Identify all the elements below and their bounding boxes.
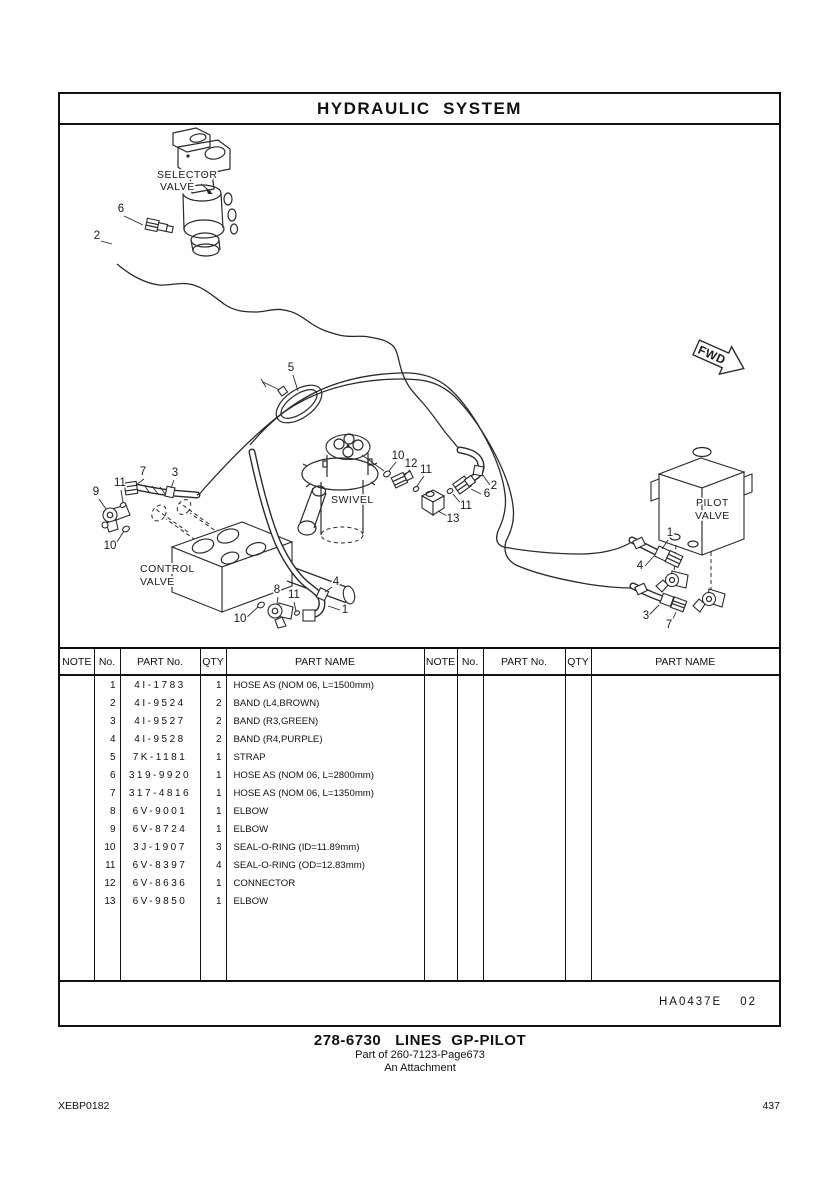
table-cell: SEAL-O-RING (ID=11.89mm) xyxy=(226,838,424,856)
o-ring-10c xyxy=(257,601,266,609)
table-cell: 1 xyxy=(200,748,226,766)
callout-number: 10 xyxy=(103,540,117,552)
table-cell: 2 xyxy=(94,694,120,712)
table-cell: 9 xyxy=(94,820,120,838)
drawing-code-bar xyxy=(60,980,779,1023)
hydraulic-diagram xyxy=(60,125,779,647)
table-cell xyxy=(424,820,457,838)
table-cell xyxy=(60,675,94,694)
table-cell xyxy=(565,694,591,712)
table-filler-cell xyxy=(565,910,591,981)
table-cell xyxy=(60,892,94,910)
component-label: VALVE xyxy=(140,576,175,588)
o-ring-11d xyxy=(294,610,301,616)
table-cell: 6V-9850 xyxy=(120,892,200,910)
table-cell xyxy=(424,766,457,784)
table-cell xyxy=(565,856,591,874)
table-cell xyxy=(565,892,591,910)
table-cell: 2 xyxy=(200,730,226,748)
callout-leader-line xyxy=(645,556,654,566)
table-cell: 3 xyxy=(94,712,120,730)
connector-12 xyxy=(391,469,414,487)
caption-block xyxy=(0,1032,840,1075)
table-cell xyxy=(483,820,565,838)
table-filler-cell xyxy=(591,910,779,981)
table-cell xyxy=(591,675,779,694)
header-note-2: NOTE xyxy=(424,648,457,675)
table-cell xyxy=(60,730,94,748)
table-cell xyxy=(591,730,779,748)
callout-leader-line xyxy=(277,597,278,604)
header-qty: QTY xyxy=(200,648,226,675)
header-part-name: PART NAME xyxy=(226,648,424,675)
table-cell: 2 xyxy=(200,694,226,712)
component-label: VALVE xyxy=(695,510,730,522)
table-cell xyxy=(457,675,483,694)
page-number: 437 xyxy=(762,1100,780,1112)
table-row xyxy=(60,766,779,784)
table-row xyxy=(60,874,779,892)
table-cell: ELBOW xyxy=(226,802,424,820)
drawing-revision: 02 xyxy=(740,995,757,1008)
component-label: SELECTOR xyxy=(157,169,218,181)
table-filler-cell xyxy=(483,910,565,981)
table-cell xyxy=(424,892,457,910)
hose-1-line xyxy=(250,373,630,554)
table-cell xyxy=(457,874,483,892)
table-cell: 12 xyxy=(94,874,120,892)
table-cell xyxy=(457,730,483,748)
callout-number: 1 xyxy=(666,527,674,539)
table-row xyxy=(60,856,779,874)
drawing-code: HA0437E xyxy=(658,995,723,1008)
o-ring-11b xyxy=(446,488,453,495)
table-row xyxy=(60,675,779,694)
table-cell xyxy=(565,874,591,892)
table-cell xyxy=(483,856,565,874)
parts-table xyxy=(60,647,779,982)
callout-leader-line xyxy=(471,489,481,494)
hose-6-line xyxy=(117,264,460,450)
table-cell: 1 xyxy=(200,820,226,838)
table-cell xyxy=(483,784,565,802)
table-cell: ELBOW xyxy=(226,820,424,838)
callout-number: 1 xyxy=(341,604,349,616)
fwd-label: FWD xyxy=(695,342,728,368)
table-cell: HOSE AS (NOM 06, L=1500mm) xyxy=(226,675,424,694)
table-cell xyxy=(424,694,457,712)
table-cell xyxy=(424,784,457,802)
callout-number: 13 xyxy=(446,513,460,525)
table-cell xyxy=(591,802,779,820)
pilot-elbow-2 xyxy=(693,589,725,612)
band-3-mark xyxy=(165,486,175,497)
table-cell xyxy=(591,820,779,838)
table-cell xyxy=(457,802,483,820)
table-cell xyxy=(424,856,457,874)
elbow-8 xyxy=(268,603,293,628)
o-ring-11 xyxy=(412,486,419,493)
swivel-drawing xyxy=(298,434,384,543)
table-cell xyxy=(60,712,94,730)
table-row xyxy=(60,820,779,838)
table-cell xyxy=(424,730,457,748)
table-cell xyxy=(483,802,565,820)
table-cell: ELBOW xyxy=(226,892,424,910)
document-code: XEBP0182 xyxy=(58,1100,110,1112)
table-row xyxy=(60,838,779,856)
callout-leader-line xyxy=(649,605,659,615)
table-cell xyxy=(483,874,565,892)
table-cell: CONNECTOR xyxy=(226,874,424,892)
table-cell xyxy=(591,766,779,784)
callout-number: 6 xyxy=(117,203,125,215)
table-cell: SEAL-O-RING (OD=12.83mm) xyxy=(226,856,424,874)
callout-leader-line xyxy=(328,606,340,610)
table-cell: 7 xyxy=(94,784,120,802)
callout-number: 7 xyxy=(665,619,673,631)
pilot-elbow-1 xyxy=(656,571,688,592)
table-cell xyxy=(591,712,779,730)
callout-number: 9 xyxy=(92,486,100,498)
table-cell xyxy=(457,892,483,910)
table-cell xyxy=(483,675,565,694)
callout-number: 3 xyxy=(171,467,179,479)
header-no-2: No. xyxy=(457,648,483,675)
table-cell: 4I-1783 xyxy=(120,675,200,694)
table-cell: 11 xyxy=(94,856,120,874)
table-cell: HOSE AS (NOM 06, L=1350mm) xyxy=(226,784,424,802)
table-cell xyxy=(424,748,457,766)
o-ring-10b xyxy=(122,525,131,533)
callout-number: 11 xyxy=(460,500,472,512)
table-cell xyxy=(565,748,591,766)
table-cell: 2 xyxy=(200,712,226,730)
callout-number: 4 xyxy=(636,560,644,572)
table-row xyxy=(60,802,779,820)
table-cell: 6 xyxy=(94,766,120,784)
swivel-fittings xyxy=(383,469,454,515)
table-filler-cell xyxy=(424,910,457,981)
table-cell: 6V-8397 xyxy=(120,856,200,874)
table-cell xyxy=(457,784,483,802)
table-cell: 3J-1907 xyxy=(120,838,200,856)
callout-number: 4 xyxy=(332,576,340,588)
table-cell: 1 xyxy=(200,892,226,910)
table-row xyxy=(60,694,779,712)
table-cell xyxy=(591,784,779,802)
attachment-note: An Attachment xyxy=(384,1061,456,1074)
table-row xyxy=(60,892,779,910)
table-cell xyxy=(60,856,94,874)
callout-leader-line xyxy=(99,499,106,509)
diagram-area xyxy=(60,125,779,647)
callout-leader-line xyxy=(294,602,296,611)
table-cell xyxy=(60,838,94,856)
table-header-row xyxy=(60,648,779,675)
table-cell xyxy=(483,766,565,784)
table-cell: STRAP xyxy=(226,748,424,766)
part-of-reference: Part of 260-7123-Page673 xyxy=(355,1049,485,1062)
header-part-no-2: PART No. xyxy=(483,648,565,675)
table-cell: 3 xyxy=(200,838,226,856)
table-cell: BAND (L4,BROWN) xyxy=(226,694,424,712)
page-frame xyxy=(58,92,781,1027)
page-title: HYDRAULIC SYSTEM xyxy=(317,98,522,118)
table-cell xyxy=(591,748,779,766)
callout-number: 11 xyxy=(114,477,126,489)
callout-leader-line xyxy=(246,607,258,618)
table-cell xyxy=(591,838,779,856)
callout-number: 2 xyxy=(93,230,101,242)
table-cell xyxy=(483,712,565,730)
table-cell xyxy=(483,694,565,712)
fwd-arrow xyxy=(690,334,750,383)
table-cell: 4I-9524 xyxy=(120,694,200,712)
table-cell xyxy=(591,892,779,910)
table-cell: 4 xyxy=(94,730,120,748)
table-cell: BAND (R4,PURPLE) xyxy=(226,730,424,748)
table-cell xyxy=(424,712,457,730)
table-cell xyxy=(483,748,565,766)
callout-number: 10 xyxy=(391,450,405,462)
table-cell xyxy=(457,748,483,766)
callout-number: 8 xyxy=(273,584,281,596)
callout-leader-line xyxy=(101,241,112,244)
callout-number: 6 xyxy=(483,488,491,500)
table-filler-cell xyxy=(120,910,200,981)
callout-leader-line xyxy=(482,474,490,485)
table-cell xyxy=(457,766,483,784)
table-cell: 317-4816 xyxy=(120,784,200,802)
table-cell: 8 xyxy=(94,802,120,820)
table-cell: 4I-9527 xyxy=(120,712,200,730)
table-cell: HOSE AS (NOM 06, L=2800mm) xyxy=(226,766,424,784)
table-cell xyxy=(591,874,779,892)
component-label: VALVE xyxy=(160,181,195,193)
table-cell xyxy=(60,694,94,712)
o-ring-10 xyxy=(383,470,392,478)
table-cell: 7K-1181 xyxy=(120,748,200,766)
table-cell: 6V-8636 xyxy=(120,874,200,892)
table-cell xyxy=(565,802,591,820)
callout-leader-line xyxy=(124,216,143,225)
component-label: CONTROL xyxy=(140,563,195,575)
callout-number: 11 xyxy=(420,464,432,476)
table-cell xyxy=(565,675,591,694)
callout-leader-line xyxy=(389,462,396,471)
table-cell xyxy=(457,820,483,838)
table-filler-cell xyxy=(226,910,424,981)
table-cell: 319-9920 xyxy=(120,766,200,784)
table-cell: 1 xyxy=(94,675,120,694)
table-cell: 6V-9001 xyxy=(120,802,200,820)
callout-leader-line xyxy=(293,375,298,391)
header-part-name-2: PART NAME xyxy=(591,648,779,675)
table-filler-cell xyxy=(60,910,94,981)
callout-number: 11 xyxy=(288,589,300,601)
table-cell xyxy=(591,856,779,874)
table-cell xyxy=(565,820,591,838)
table-cell xyxy=(457,694,483,712)
table-cell xyxy=(565,766,591,784)
table-cell xyxy=(60,802,94,820)
table-row xyxy=(60,784,779,802)
table-cell: 1 xyxy=(200,675,226,694)
table-cell xyxy=(565,712,591,730)
header-qty-2: QTY xyxy=(565,648,591,675)
table-cell: 1 xyxy=(200,802,226,820)
table-cell xyxy=(457,856,483,874)
table-cell xyxy=(424,874,457,892)
part-title: 278-6730 LINES GP-PILOT xyxy=(313,1032,527,1049)
table-cell: BAND (R3,GREEN) xyxy=(226,712,424,730)
callout-number: 3 xyxy=(642,610,650,622)
callout-number: 7 xyxy=(139,466,147,478)
table-cell xyxy=(591,694,779,712)
table-cell xyxy=(483,838,565,856)
header-no: No. xyxy=(94,648,120,675)
table-cell xyxy=(565,784,591,802)
table-cell: 1 xyxy=(200,874,226,892)
table-cell: 4I-9528 xyxy=(120,730,200,748)
table-cell xyxy=(60,766,94,784)
table-cell: 10 xyxy=(94,838,120,856)
callout-number: 10 xyxy=(233,613,247,625)
table-cell xyxy=(424,802,457,820)
callout-leader-line xyxy=(136,479,144,485)
table-cell: 6V-8724 xyxy=(120,820,200,838)
table-filler-cell xyxy=(94,910,120,981)
table-row xyxy=(60,730,779,748)
table-cell xyxy=(457,712,483,730)
table-cell: 1 xyxy=(200,766,226,784)
component-label: SWIVEL xyxy=(331,494,374,506)
table-cell: 13 xyxy=(94,892,120,910)
callout-leader-line xyxy=(417,476,424,486)
table-cell xyxy=(60,874,94,892)
table-cell xyxy=(483,892,565,910)
callout-leader-line xyxy=(121,490,123,502)
table-cell xyxy=(60,748,94,766)
table-cell: 4 xyxy=(200,856,226,874)
callout-number: 2 xyxy=(490,480,498,492)
title-bar xyxy=(60,94,779,125)
table-cell xyxy=(424,838,457,856)
table-filler-cell xyxy=(200,910,226,981)
header-note: NOTE xyxy=(60,648,94,675)
table-row xyxy=(60,712,779,730)
table-cell xyxy=(565,730,591,748)
table-cell: 1 xyxy=(200,784,226,802)
callout-leader-line xyxy=(171,480,174,488)
header-part-no: PART No. xyxy=(120,648,200,675)
callout-number: 12 xyxy=(404,458,418,470)
table-cell xyxy=(483,730,565,748)
table-cell xyxy=(565,838,591,856)
table-cell xyxy=(457,838,483,856)
component-label: PILOT xyxy=(696,497,729,509)
elbow-13 xyxy=(422,490,444,515)
table-filler-row xyxy=(60,910,779,981)
table-cell xyxy=(424,675,457,694)
table-row xyxy=(60,748,779,766)
table-cell: 5 xyxy=(94,748,120,766)
table-filler-cell xyxy=(457,910,483,981)
table-cell xyxy=(60,820,94,838)
callout-number: 5 xyxy=(287,362,295,374)
table-cell xyxy=(60,784,94,802)
